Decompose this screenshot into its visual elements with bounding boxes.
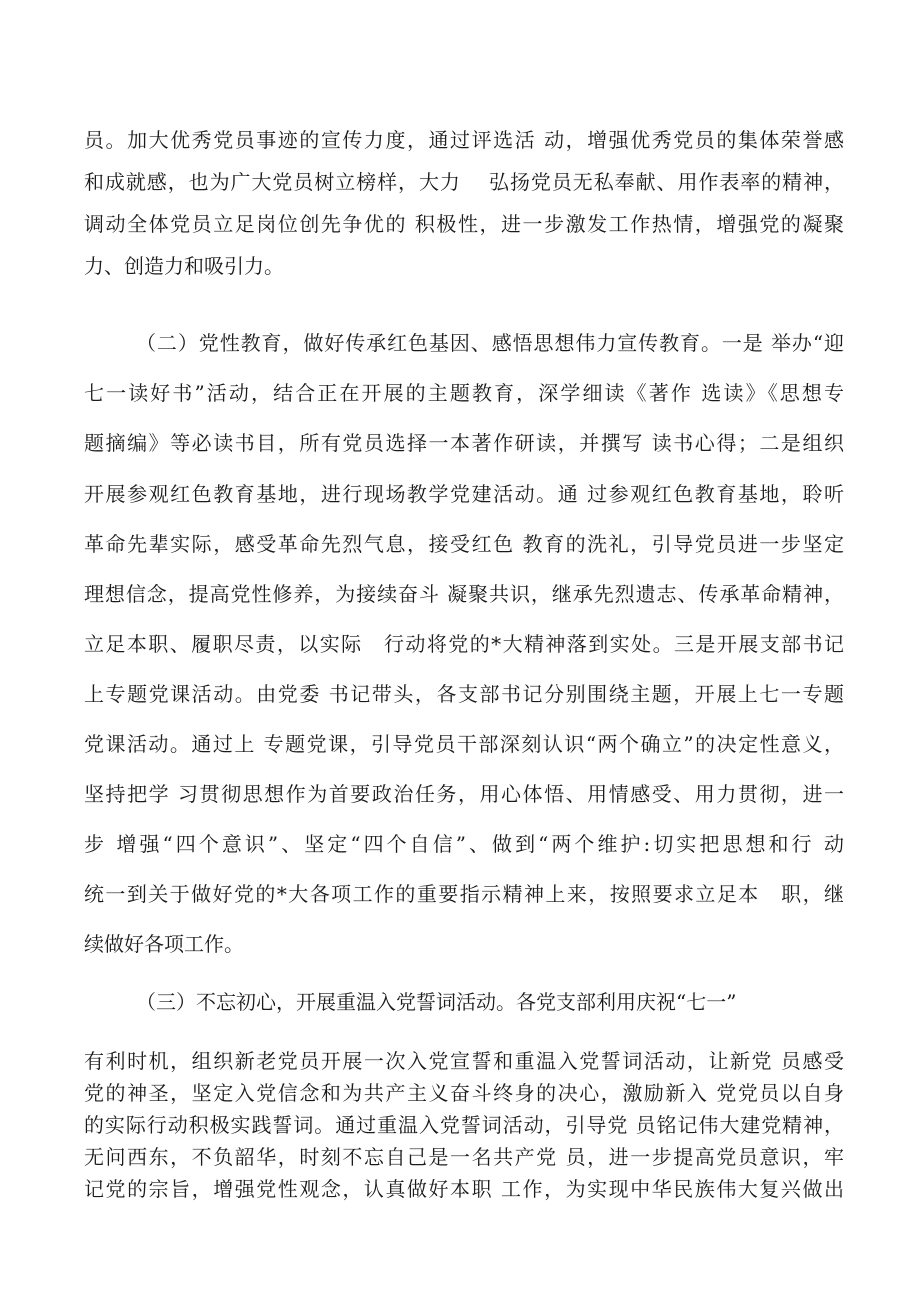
text-line: 革命先辈实际，感受革命先烈气息，接受红色 教育的洗礼，引导党员进一步坚定 xyxy=(84,532,844,556)
text-line: 无问西东，不负韶华，时刻不忘自己是一名共产党 员，进一步提高党员意识，牢 xyxy=(84,1145,844,1169)
text-line: 的实际行动积极实践誓词。通过重温入党誓词活动，引导党 员铭记伟大建党精神， xyxy=(84,1113,844,1137)
text-line: 党课活动。通过上 专题党课，引导党员干部深刻认识“两个确立”的决定性意义， xyxy=(84,732,844,756)
text-line: 开展参观红色教育基地，进行现场教学党建活动。通 过参观红色教育基地，聆听 xyxy=(84,482,844,506)
text-line: 续做好各项工作。 xyxy=(84,932,244,956)
text-line: 记党的宗旨，增强党性观念，认真做好本职 工作，为实现中华民族伟大复兴做出 xyxy=(84,1177,844,1201)
section-heading-line: （三）不忘初心，开展重温入党誓词活动。各党支部利用庆祝“七一” xyxy=(136,990,737,1014)
text-line: 力、创造力和吸引力。 xyxy=(84,254,284,278)
text-line: 立足本职、履职尽责，以实际 行动将党的*大精神落到实处。三是开展支部书记 xyxy=(84,632,844,656)
text-line: 和成就感，也为广大党员树立榜样，大力 弘扬党员无私奉献、用作表率的精神， xyxy=(84,170,844,194)
text-line: 党的神圣，坚定入党信念和为共产主义奋斗终身的决心，激励新入 党党员以自身 xyxy=(84,1081,844,1105)
text-line: 理想信念，提高党性修养，为接续奋斗 凝聚共识，继承先烈遗志、传承革命精神， xyxy=(84,582,844,606)
section-heading-line: （二）党性教育，做好传承红色基因、感悟思想伟力宣传教育。一是 举办“迎 xyxy=(136,331,844,355)
text-line: 题摘编》等必读书目，所有党员选择一本著作研读，并撰写 读书心得；二是组织 xyxy=(84,431,844,455)
text-line: 上专题党课活动。由党委 书记带头，各支部书记分别围绕主题，开展上七一专题 xyxy=(84,682,844,706)
text-line: 统一到关于做好党的*大各项工作的重要指示精神上来，按照要求立足本 职，继 xyxy=(84,882,844,906)
text-line: 有利时机，组织新老党员开展一次入党宣誓和重温入党誓词活动，让新党 员感受 xyxy=(84,1049,844,1073)
text-line: 坚持把学 习贯彻思想作为首要政治任务，用心体悟、用情感受、用力贯彻，进一 xyxy=(84,782,844,806)
text-line: 员。加大优秀党员事迹的宣传力度，通过评选活 动，增强优秀党员的集体荣誉感 xyxy=(84,128,844,152)
text-line: 步 增强“四个意识”、坚定“四个自信”、做到“两个维护:切实把思想和行 动 xyxy=(84,832,844,856)
text-line: 七一读好书”活动，结合正在开展的主题教育，深学细读《著作 选读》《思想专 xyxy=(84,381,844,405)
text-line: 调动全体党员立足岗位创先争优的 积极性，进一步激发工作热情，增强党的凝聚 xyxy=(84,212,844,236)
